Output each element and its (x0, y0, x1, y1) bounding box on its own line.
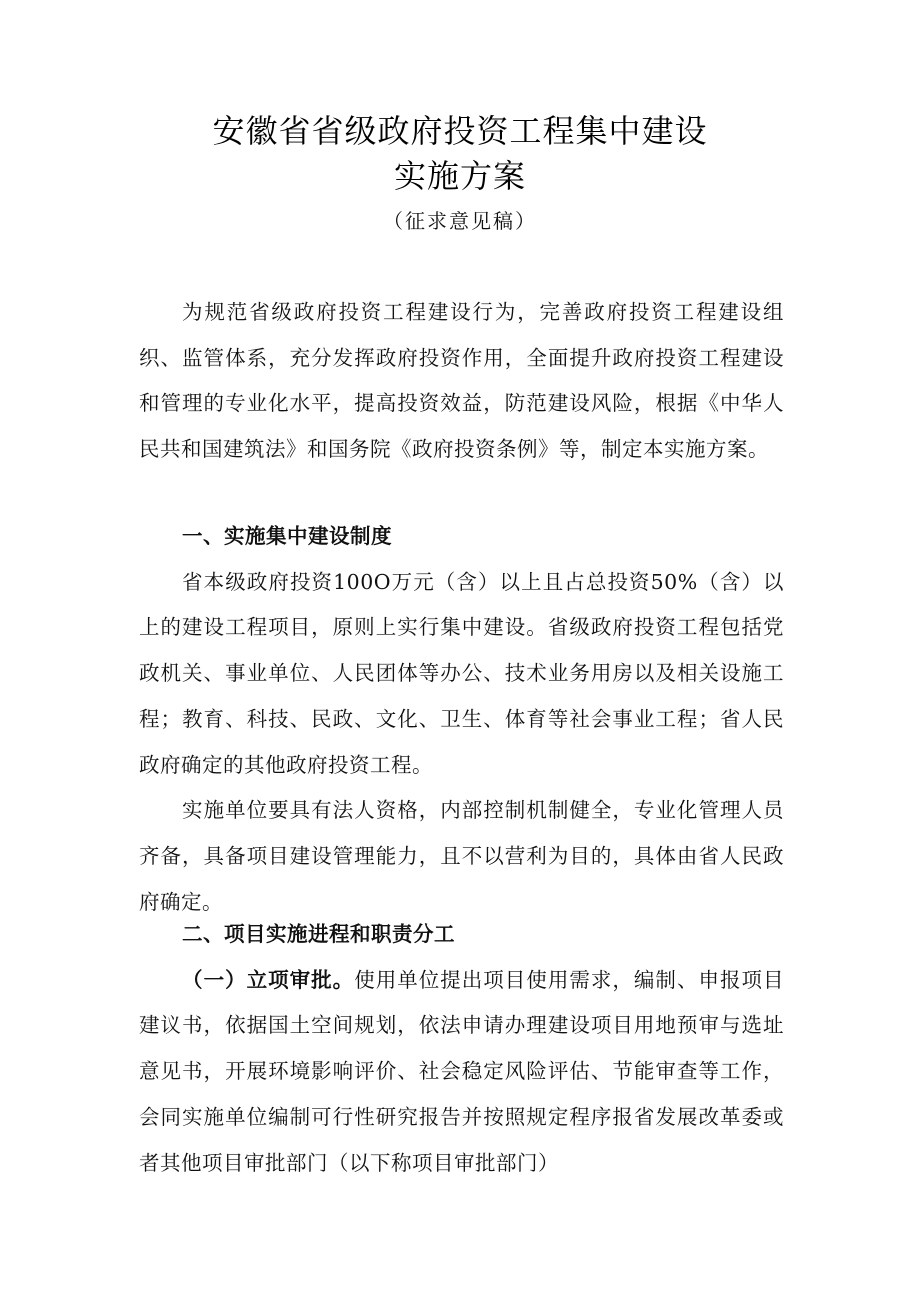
section2-item1 (139, 958, 784, 1187)
document-title-line2: 实施方案 (393, 157, 526, 195)
intro-block (139, 290, 784, 473)
section2-heading: 二、项目实施进程和职责分工 (182, 922, 456, 946)
section2-item1-text: 使用单位提出项目使用需求，编制、申报项目建议书，依据国土空间规划，依法申请办理建设项目用地预审与选址意见书，开展环境影响评价、社会稳定风险评估、节能审查等工作，会同实施单位编制可行性研究报告并按照规定程序报省发展改革委或者其他项目审批部门（以下称项目审批部门） (139, 967, 785, 1175)
section1-block (139, 514, 784, 925)
section1-paragraph2: 实施单位要具有法人资格，内部控制机制健全，专业化管理人员齐备，具备项目建设管理能力，且不以营利为目的，具体由省人民政府确定。 (139, 798, 784, 914)
document-subtitle: （征求意见稿） (383, 209, 537, 233)
section2-block (139, 912, 784, 1186)
section1-heading: 一、实施集中建设制度 (182, 524, 393, 548)
section1-paragraph1: 省本级政府投资100O万元（含）以上且占总投资50%（含）以上的建设工程项目，原则上实行集中建设。省级政府投资工程包括党政机关、事业单位、人民团体等办公、技术业务用房以及相关设施工程；教育、科技、民政、文化、卫生、体育等社会事业工程；省人民政府确定的其他政府投资工程。 (139, 569, 784, 777)
section2-item1-lead: （一）立项审批。 (182, 967, 355, 992)
document-title-line1: 安徽省省级政府投资工程集中建设 (212, 112, 708, 150)
intro-paragraph: 为规范省级政府投资工程建设行为，完善政府投资工程建设组织、监管体系，充分发挥政府投资作用，全面提升政府投资工程建设和管理的专业化水平，提高投资效益，防范建设风险，根据《中华人民共和国建筑法》和国务院《政府投资条例》等，制定本实施方案。 (139, 300, 784, 462)
